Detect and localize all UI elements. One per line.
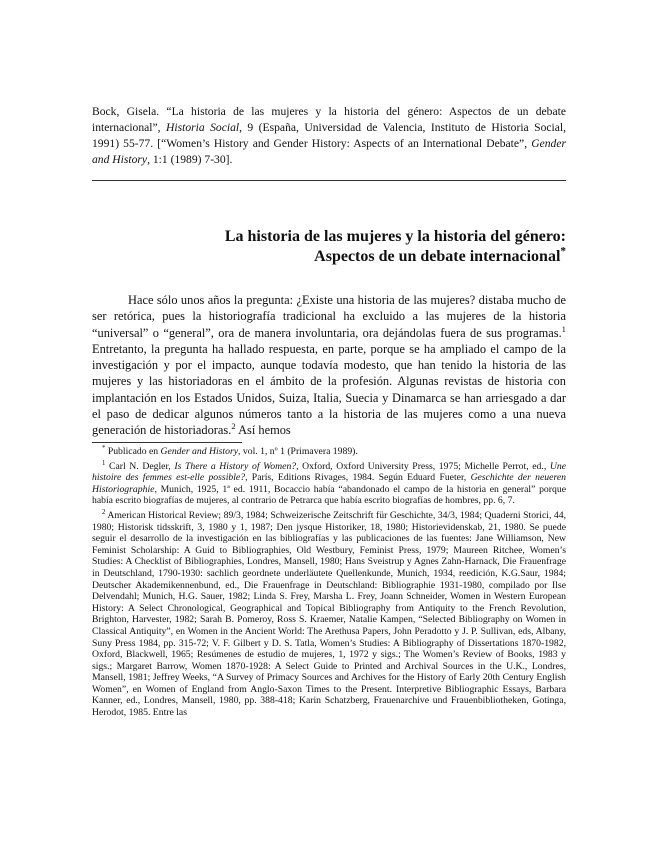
footnote-ref-2[interactable]: 2 xyxy=(231,421,236,432)
footnote-ref-1[interactable]: 1 xyxy=(561,323,566,334)
paragraph-1-part-a: Hace sólo unos años la pregunta: ¿Existe una historia de las mujeres? distaba mucho de ser retórica, pues la historiografía tradicional ha excluido a las mujeres de la historia “universal” o “general”, ora de manera involuntaria, ora dejándolas fuera de sus programas. xyxy=(92,293,566,340)
citation-journal-en: Gender and History xyxy=(92,137,566,166)
article-title-line-2 xyxy=(92,247,566,267)
citation-details: , 9 (España, Universidad de Valencia, Instituto de Historia Social, 1991) 55-77. [“Women’s History and Gender History: Aspects of an International Debate”, xyxy=(92,121,567,150)
footnote-1-title-3: Geschichte der neueren Historiographie xyxy=(92,472,566,495)
footnote-1-text-b: , Oxford, Oxford University Press, 1975; Michelle Perrot, ed., xyxy=(296,460,550,472)
footnote-1-title-1: Is There a History of Women? xyxy=(174,460,297,472)
article-title-line-1: La historia de las mujeres y la historia del género: xyxy=(224,228,566,245)
article-body xyxy=(92,292,566,439)
footnote-star-journal: Gender and History xyxy=(160,446,239,457)
footnote-2-text: American Historical Review; 89/3, 1984; Schweizerische Zeitschrift für Geschichte, 34/3, 1984; Quaderni Storici, 44, 1980; Historisk tidsskrift, 3, 1980 y 1, 1987; Den jysque Historiker, 18, 1980; Historievidenskab, 21, 1980. Se puede seguir el desarrollo de la investigación en las bibliografías y las publicaciones de las fuentes: Jane Williamson, New Feminist Scholarship: A Guid to Bibliographies, Old Westbury, Feminist Press, 1979; Maureen Ritchee, Women’s Studies: A Checklist of Bibliographies, Londres, Mansell, 1980; Hans Sveistrup y Agnes Zahn-Harnack, Die Frauenfrage in Deutschland, 1790-1930: sachlich geordnete underläutete Quellenkunde, Munich, 1934, reedición, K.G.Saur, 1984; Deutscher Akademikennenbund, ed., Die Frauenfrage in Deutschland: Bibliographie 1931-1980, compilado por Ilse Delvendahl; Munich, H.G. Sauer, 1982; Linda S. Frey, Marsha L. Frey, Joann Schneider, Women in Western European History: A Select Chronological, Geographical and Topical Bibliography from Antiquity to the French Revolution, Brighton, Harvester, 1982; Sarah B. Pomeroy, Ross S. Kraemer, Natalie Kampen, “Selected Bibliography on Women in Classical Antiquity”, en Women in the Ancient World: The Arethusa Papers, John Peradotto y J. P. Sullivan, eds, Albany, Suny Press 1984, pp. 315-72; V. F. Gilbert y D. S. Tatla, Women’s Studies: A Bibliography of Dissertations 1870-1982, Oxford, Blackwell, 1965; Resúmenes de estudio de mujeres, 1, 1972 y sigs.; The Women’s Review of Books, 1983 y sigs.; Margaret Barrow, Women 1870-1928: A Select Guide to Printed and Archival Sources in the U.K., Londres, Mansell, 1981; Jeffrey Weeks, “A Survey of Primacy Sources and Archives for the History of Early 20th Century English Women”, en Women of England from Anglo-Saxon Times to the Present. Interpretive Bibliographic Essays, Barbara Kanner, ed., Londres, Mansell, 1980, pp. 388-418; Karin Schatzberg, Frauenarchive und Frauenbibliotheken, Gotinga, Herodot, 1985. Entre las xyxy=(92,509,566,719)
citation-author: Bock, Gisela. xyxy=(92,105,160,118)
footnote-star-text-a: Publicado en xyxy=(105,446,161,457)
footnote-star xyxy=(92,446,566,458)
footnote-1-mark: 1 xyxy=(102,459,106,467)
citation-details-en: , 1:1 (1989) 7-30]. xyxy=(147,153,233,166)
footnote-1 xyxy=(92,461,566,507)
footnote-1-text-c: , París, Editions Rivages, 1984. Según Eduard Fueter, xyxy=(245,472,471,484)
article-title xyxy=(92,227,566,267)
footnote-2 xyxy=(92,510,566,719)
footnote-1-title-2: Une histoire des femmes est-elle possible? xyxy=(92,460,566,484)
footnote-1-text-a: Carl N. Degler, xyxy=(105,460,175,472)
title-footnote-mark[interactable]: * xyxy=(560,245,566,258)
paragraph-1-part-b: Entretanto, la pregunta ha hallado respuesta, en parte, porque se ha ampliado el campo de la investigación y por el impacto, aunque todavía modesto, que han tenido la historia de las mujeres y las historiadoras en el ámbito de la profesión. Algunas revistas de historia con implantación en los Estados Unidos, Suiza, Italia, Suecia y Dinamarca se han arriesgado a dar el paso de dedicar algunos números tanto a la historia de las mujeres como a una nueva generación de historiadoras. xyxy=(92,341,566,438)
paragraph-1 xyxy=(92,292,566,439)
citation-journal: Historia Social xyxy=(166,121,240,134)
footnote-2-mark: 2 xyxy=(102,508,106,516)
footnotes xyxy=(92,446,566,722)
footnote-divider xyxy=(92,442,242,443)
citation-title: “La historia de las mujeres y la historia del género: Aspectos de un debate internacional”, xyxy=(92,105,566,134)
header-divider xyxy=(92,180,566,181)
footnote-star-mark: * xyxy=(102,444,106,452)
paragraph-1-part-c: Así hemos xyxy=(235,423,291,438)
source-citation xyxy=(92,104,566,168)
footnote-star-text-b: , vol. 1, nº 1 (Primavera 1989). xyxy=(238,446,358,457)
footnote-1-text-d: , Munich, 1925, 1ª ed. 1911, Bocaccio había “abandonado el campo de la historia en general” porque había escrito biografías de mujeres, al contrario de Petrarca que había escrito biografías de hombres, pp. 6, 7. xyxy=(92,483,566,507)
article-title-line-2-text: Aspectos de un debate internacional xyxy=(314,248,561,265)
